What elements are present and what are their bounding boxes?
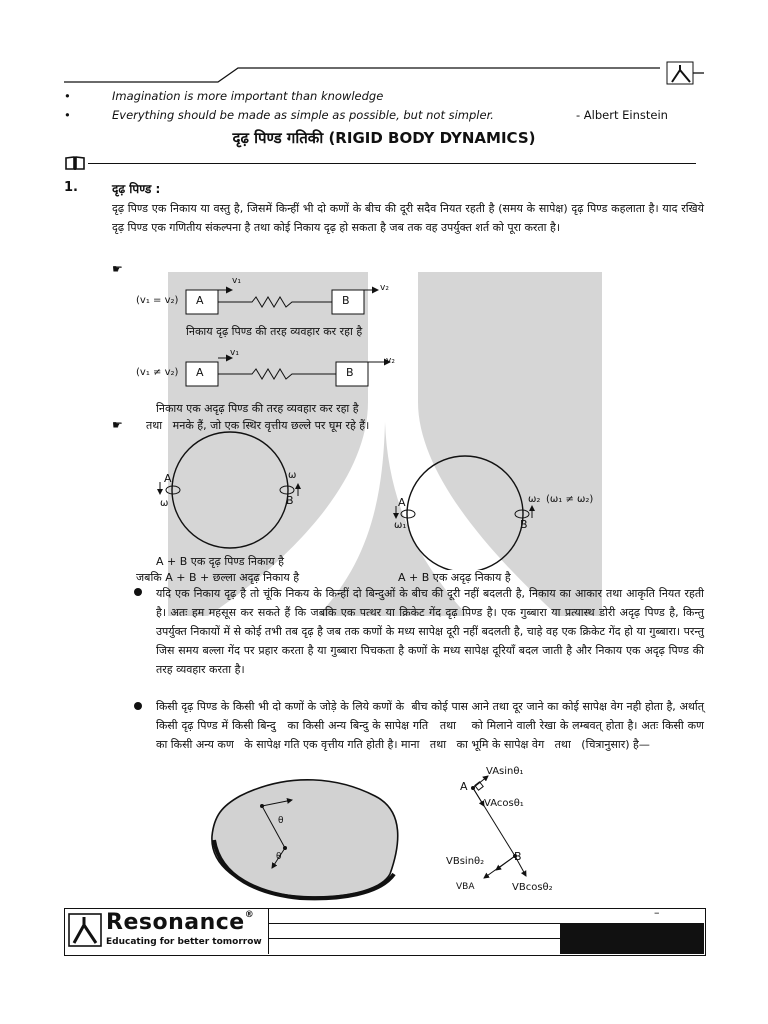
title-english: (RIGID BODY DYNAMICS) — [328, 129, 536, 147]
fig1-bottom-v1: v₁ — [230, 348, 239, 358]
fig2-left-wa: ω — [160, 498, 169, 509]
fig3-theta-1: θ — [278, 816, 284, 826]
book-icon — [64, 155, 86, 171]
fig1-bottom-b: B — [346, 366, 354, 379]
fig2-left-caption-1: A + B एक दृढ़ पिण्ड निकाय है — [156, 555, 285, 568]
fig2-left-b: B — [286, 494, 294, 507]
footer-dash: – — [654, 906, 660, 919]
header-rule — [0, 60, 768, 90]
fig1-bottom-caption: निकाय एक अदृढ़ पिण्ड की तरह व्यवहार कर रहा है — [156, 402, 359, 415]
pointing-hand-icon: ☛ — [112, 418, 123, 432]
fig3-va-sin: VAsinθ₁ — [486, 766, 524, 777]
quote-bullet: • — [64, 89, 71, 103]
fig1-top-caption: निकाय दृढ़ पिण्ड की तरह व्यवहार कर रहा है — [186, 325, 363, 338]
fig3-vb-sin: VBsinθ₂ — [446, 856, 485, 867]
resonance-logo-icon — [68, 913, 102, 947]
bullet-dot — [134, 702, 142, 710]
fig3-label-a: A — [460, 780, 468, 793]
section-heading: दृढ़ पिण्ड : — [112, 182, 161, 196]
fig1-top-b: B — [342, 294, 350, 307]
fig2-right-caption: A + B एक अदृढ़ निकाय है — [398, 571, 511, 584]
footer-brand — [106, 910, 254, 935]
fig2-right-cond: (ω₁ ≠ ω₂) — [546, 494, 594, 505]
beads-statement: तथा मनके हैं, जो एक स्थिर वृत्तीय छल्ले पर घूम रहे हैं। — [146, 419, 370, 432]
fig3-vba: VBA — [456, 882, 475, 892]
footer-black-block — [560, 923, 704, 954]
section-number: 1. — [64, 180, 78, 195]
fig2-left-a: A — [164, 472, 172, 485]
fig2-right-a: A — [398, 496, 406, 509]
fig3-vb-cos: VBcosθ₂ — [512, 882, 553, 893]
fig1-top-v1: v₁ — [232, 276, 241, 286]
footer-tagline: Educating for better tomorrow — [106, 937, 262, 947]
title-hindi: दृढ़ पिण्ड गतिकी — [232, 129, 324, 147]
paragraph-relative-velocity: किसी दृढ़ पिण्ड के किसी भी दो कणों के जोड़े के लिये कणों के बीच कोई पास आने तथा दूर जाने का कोई सापेक्ष वेग नही होता है, अर्थात् किसी दृढ़ पिण्ड में किसी बिन्दु का किसी अन्य बिन्दु के सापेक्ष गति तथा को मिलाने वाली रेखा के लम्बवत् होता है। अतः किसी कण का किसी अन्य कण के सापेक्ष गति एक वृत्तीय गति होती है। माना तथा का भूमि के सापेक्ष वेग तथा (चित्रानुसार) है— — [156, 700, 715, 751]
pointing-hand-icon: ☛ — [112, 262, 123, 276]
fig1-top-cond: (v₁ = v₂) — [136, 295, 179, 306]
paragraph-definition: दृढ़ पिण्ड एक निकाय या वस्तु है, जिसमें किन्हीं भी दो कणों के बीच की दूरी सदैव नियत रहती है (समय के सापेक्ष) दृढ़ पिण्ड कहलाता है। याद रखिये दृढ़ पिण्ड एक गणितीय संकल्पना है तथा कोई निकाय दृढ़ हो सकता है जब तक वह उपर्युक्त शर्त को पूरा करता है। — [112, 202, 704, 234]
fig2-right-b: B — [520, 518, 528, 531]
brand-reg: ® — [244, 910, 255, 920]
fig1-bottom-cond: (v₁ ≠ v₂) — [136, 367, 179, 378]
fig2-right-wb: ω₂ — [528, 494, 541, 505]
fig2-left-caption-2: जबकि A + B + छल्ला अदृढ़ निकाय है — [136, 571, 300, 584]
fig3-label-b: B — [514, 850, 522, 863]
page-title — [0, 128, 768, 148]
quote-text: Everything should be made as simple as possible, but not simpler. — [112, 108, 494, 122]
fig1-bottom-a: A — [196, 366, 204, 379]
fig3-va-cos: VAcosθ₁ — [484, 798, 524, 809]
quote-bullet: • — [64, 108, 71, 122]
quote-author: - Albert Einstein — [576, 108, 668, 122]
fig1-top-v2: v₂ — [380, 283, 389, 293]
fig3-theta-2: θ — [276, 852, 282, 862]
bullet-dot — [134, 588, 142, 596]
fig2-left-wb: ω — [288, 470, 297, 481]
header-logo-icon — [668, 62, 692, 82]
fig1-bottom-v2: v₂ — [386, 356, 395, 366]
footer-divider — [268, 908, 269, 954]
paragraph-rigid-examples: यदि एक निकाय दृढ़ है तो चूंकि निकय के किन्हीं दो बिन्दुओं के बीच की दूरी नहीं बदलती है, निकाय का आकार तथा आकृति नियत रहती है। अतः हम महसूस कर सकते हैं कि जबकि एक पत्थर या क्रिकेट गेंद दृढ़ पिण्ड है। एक गुब्बारा या प्रत्यास्थ डोरी अदृढ़ पिण्ड है, किन्तु उपर्युक्त निकायों में से कोई तभी तब दृढ़ है जब तक कणों के मध्य सापेक्ष दूरी नहीं बदलती है, चाहे वह एक क्रिकेट गेंद हो या गुब्बारा। परन्तु जिस समय बल्ला गेंद पर प्रहार करता है या गुब्बारा पिचकता है कणों के मध्य सापेक्ष दूरियाँ बदल जाती है और निकाय एक अदृढ़ पिण्ड की तरह व्यवहार करता है। — [156, 587, 704, 676]
fig2-right-wa: ω₁ — [394, 520, 407, 531]
fig1-top-a: A — [196, 294, 204, 307]
section-rule — [88, 163, 696, 164]
quote-text: Imagination is more important than knowledge — [112, 89, 384, 103]
brand-name: Resonance — [106, 910, 245, 935]
